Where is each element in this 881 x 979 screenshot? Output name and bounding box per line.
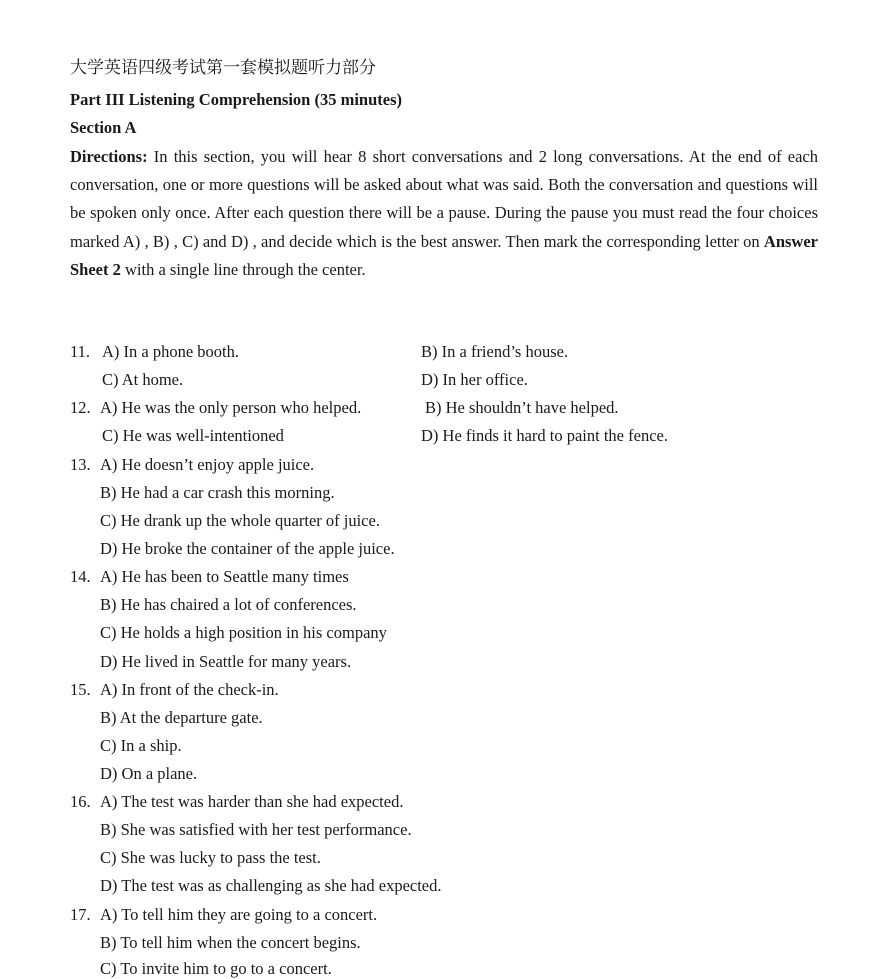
q11-option-c: C) At home. <box>102 370 184 389</box>
q11-option-a: A) In a phone booth. <box>102 342 240 361</box>
q13-option-c: C) He drank up the whole quarter of juice. <box>100 511 380 530</box>
question-number-12: 12. <box>70 398 91 417</box>
q17-option-c: C) To invite him to go to a concert. <box>100 959 332 978</box>
directions-paragraph <box>70 143 818 284</box>
q13-option-d: D) He broke the container of the apple juice. <box>100 539 395 558</box>
q15-option-b: B) At the departure gate. <box>100 708 263 727</box>
answer-sheet-label: Answer Sheet 2 <box>70 231 818 279</box>
question-number-17: 17. <box>70 905 91 924</box>
q14-option-d: D) He lived in Seattle for many years. <box>100 652 352 671</box>
q12-option-d: D) He finds it hard to paint the fence. <box>421 426 668 445</box>
q16-option-a: A) The test was harder than she had expected. <box>100 792 404 811</box>
q15-option-c: C) In a ship. <box>100 736 182 755</box>
q17-option-a: A) To tell him they are going to a concert. <box>100 905 378 924</box>
q16-option-d: D) The test was as challenging as she had expected. <box>100 876 442 895</box>
question-number-14: 14. <box>70 567 91 586</box>
q11-option-b: B) In a friend’s house. <box>421 342 569 361</box>
q11-option-d: D) In her office. <box>421 370 528 389</box>
directions-text-1: In this section, you will hear 8 short conversations and 2 long conversations. At the end of each conversation, one or more questions will be asked about what was said. Both the conversation and questions will be spoken only once. After each question there will be a pause. During the pause you must read the four choices marked A) , B) , C) and D) , and decide which is the best answer. Then mark the corresponding letter on <box>70 147 818 251</box>
q15-option-d: D) On a plane. <box>100 764 198 783</box>
q14-option-b: B) He has chaired a lot of conferences. <box>100 595 357 614</box>
exam-title: 大学英语四级考试第一套模拟题听力部分 <box>70 58 376 77</box>
q13-option-b: B) He had a car crash this morning. <box>100 483 335 502</box>
q12-option-b: B) He shouldn’t have helped. <box>425 398 619 417</box>
question-number-11: 11. <box>70 342 91 361</box>
q16-option-c: C) She was lucky to pass the test. <box>100 848 321 867</box>
part-title: Part III Listening Comprehension (35 minutes) <box>70 90 403 109</box>
q14-option-a: A) He has been to Seattle many times <box>100 567 349 586</box>
directions-label: Directions: <box>70 147 148 166</box>
question-number-13: 13. <box>70 455 91 474</box>
question-number-16: 16. <box>70 792 91 811</box>
section-title: Section A <box>70 118 137 137</box>
q16-option-b: B) She was satisfied with her test performance. <box>100 820 412 839</box>
question-number-15: 15. <box>70 680 91 699</box>
directions-text-2: with a single line through the center. <box>120 259 366 279</box>
q17-option-b: B) To tell him when the concert begins. <box>100 933 361 952</box>
q12-option-a: A) He was the only person who helped. <box>100 398 362 417</box>
q13-option-a: A) He doesn’t enjoy apple juice. <box>100 455 315 474</box>
q15-option-a: A) In front of the check-in. <box>100 680 279 699</box>
q14-option-c: C) He holds a high position in his company <box>100 623 387 642</box>
q12-option-c: C) He was well-intentioned <box>102 426 284 445</box>
